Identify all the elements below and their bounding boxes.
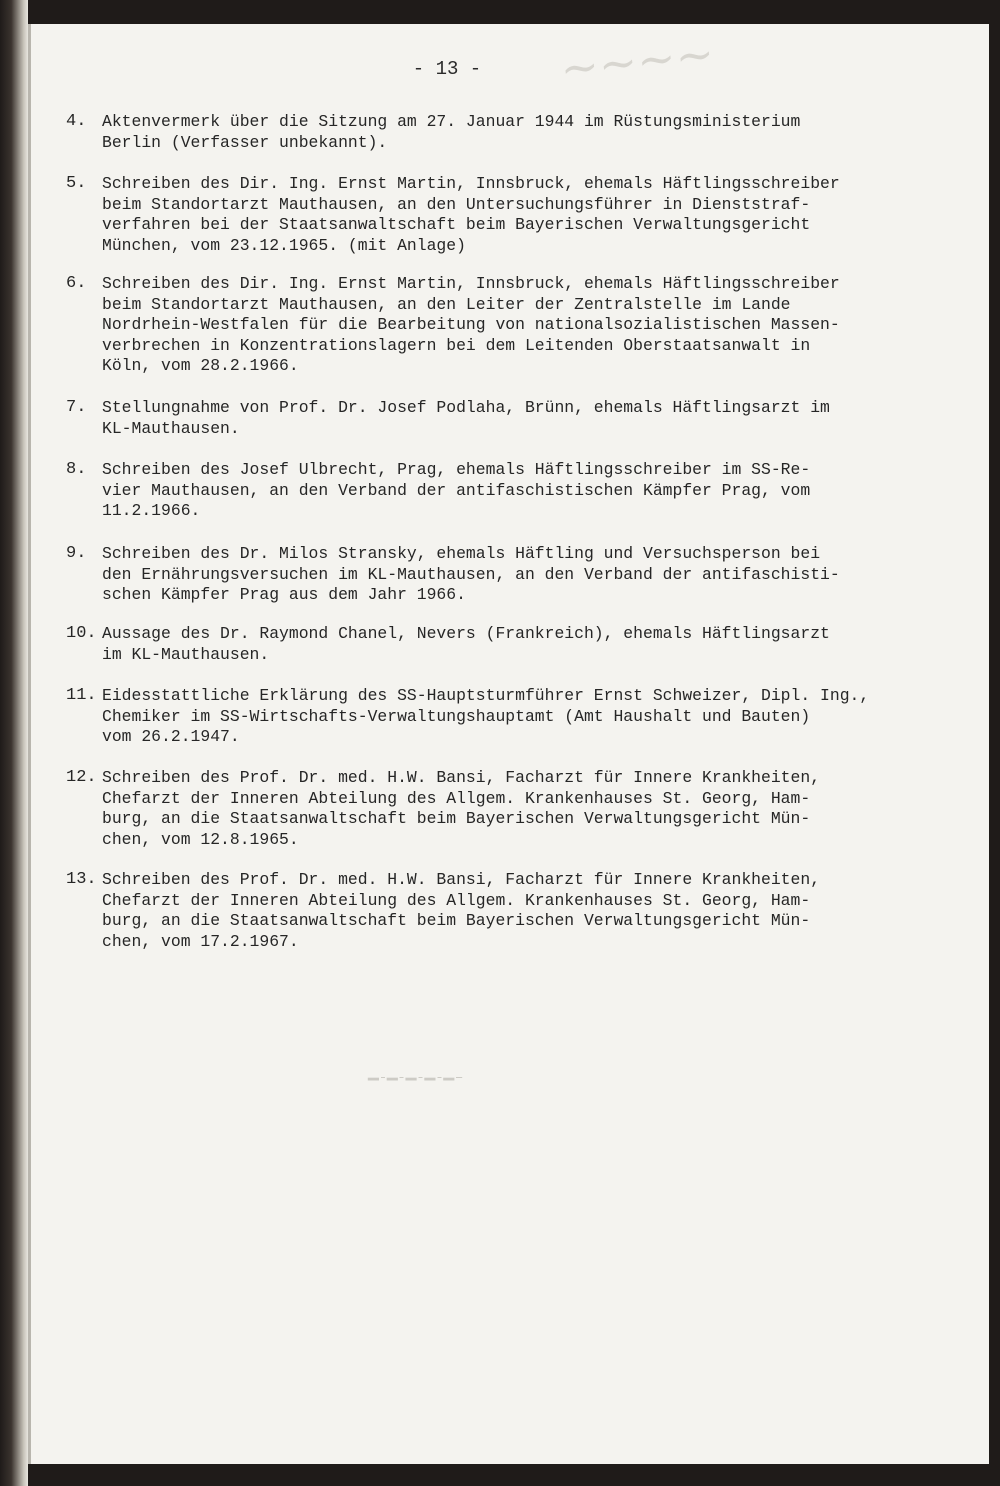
item-line: Schreiben des Dir. Ing. Ernst Martin, Innsbruck, ehemals Häftlingsschreiber — [102, 274, 840, 293]
item-number: 13. — [66, 870, 97, 889]
item-line: Aktenvermerk über die Sitzung am 27. Januar 1944 im Rüstungsministerium — [102, 112, 801, 131]
item-text — [102, 870, 972, 952]
item-number: 4. — [66, 112, 87, 131]
item-line: vom 26.2.1947. — [102, 727, 240, 747]
show-through-handwriting: ~~~~ — [557, 26, 717, 96]
item-line: beim Standortarzt Mauthausen, an den Leiter der Zentralstelle im Lande — [102, 294, 791, 314]
item-line: verfahren bei der Staatsanwaltschaft beim Bayerischen Verwaltungsgericht — [102, 215, 811, 235]
scan-border-top — [28, 0, 1000, 24]
item-text — [102, 768, 972, 850]
item-text — [102, 460, 972, 522]
item-text — [102, 544, 972, 606]
item-text — [102, 274, 972, 377]
item-line: den Ernährungsversuchen im KL-Mauthausen, an den Verband der antifaschisti- — [102, 564, 840, 584]
item-text — [102, 112, 972, 153]
item-line: chen, vom 12.8.1965. — [102, 829, 299, 849]
item-line: chen, vom 17.2.1967. — [102, 931, 299, 951]
item-line: Berlin (Verfasser unbekannt). — [102, 132, 388, 152]
item-number: 7. — [66, 398, 87, 417]
item-line: Aussage des Dr. Raymond Chanel, Nevers (Frankreich), ehemals Häftlingsarzt — [102, 624, 830, 643]
item-text — [102, 398, 972, 439]
item-number: 5. — [66, 174, 87, 193]
item-number: 12. — [66, 768, 97, 787]
item-line: Schreiben des Prof. Dr. med. H.W. Bansi, Facharzt für Innere Krankheiten, — [102, 870, 821, 889]
item-line: Schreiben des Dr. Milos Stransky, ehemals Häftling und Versuchsperson bei — [102, 544, 821, 563]
item-line: Nordrhein-Westfalen für die Bearbeitung von nationalsozialistischen Massen- — [102, 315, 840, 335]
item-number: 8. — [66, 460, 87, 479]
item-line: burg, an die Staatsanwaltschaft beim Bayerischen Verwaltungsgericht Mün- — [102, 911, 811, 931]
item-line: Stellungnahme von Prof. Dr. Josef Podlaha, Brünn, ehemals Häftlingsarzt im — [102, 398, 830, 417]
show-through-heading: ▁▁▁▁▁ — [368, 1062, 463, 1082]
item-line: Chefarzt der Inneren Abteilung des Allgem. Krankenhauses St. Georg, Ham- — [102, 890, 811, 910]
item-line: Eidesstattliche Erklärung des SS-Hauptsturmführer Ernst Schweizer, Dipl. Ing., — [102, 686, 870, 705]
item-number: 10. — [66, 624, 97, 643]
item-line: im KL-Mauthausen. — [102, 644, 270, 664]
item-line: Köln, vom 28.2.1966. — [102, 356, 299, 376]
page-number: - 13 - — [412, 58, 482, 80]
item-line: vier Mauthausen, an den Verband der antifaschistischen Kämpfer Prag, vom — [102, 480, 811, 500]
item-text — [102, 624, 972, 665]
item-line: 11.2.1966. — [102, 501, 201, 521]
item-line: verbrechen in Konzentrationslagern bei dem Leitenden Oberstaatsanwalt in — [102, 335, 811, 355]
scan-border-bottom — [28, 1464, 1000, 1486]
binding-spine — [0, 0, 28, 1486]
item-line: München, vom 23.12.1965. (mit Anlage) — [102, 235, 466, 255]
item-number: 9. — [66, 544, 87, 563]
item-text — [102, 686, 972, 748]
item-text — [102, 174, 972, 256]
item-number: 11. — [66, 686, 97, 705]
item-line: beim Standortarzt Mauthausen, an den Untersuchungsführer in Dienststraf- — [102, 194, 811, 214]
item-line: Chefarzt der Inneren Abteilung des Allgem. Krankenhauses St. Georg, Ham- — [102, 788, 811, 808]
item-number: 6. — [66, 274, 87, 293]
item-line: Schreiben des Prof. Dr. med. H.W. Bansi, Facharzt für Innere Krankheiten, — [102, 768, 821, 787]
item-line: Schreiben des Josef Ulbrecht, Prag, ehemals Häftlingsschreiber im SS-Re- — [102, 460, 811, 479]
item-line: KL-Mauthausen. — [102, 418, 240, 438]
item-line: burg, an die Staatsanwaltschaft beim Bayerischen Verwaltungsgericht Mün- — [102, 809, 811, 829]
item-line: Schreiben des Dir. Ing. Ernst Martin, Innsbruck, ehemals Häftlingsschreiber — [102, 174, 840, 193]
item-line: schen Kämpfer Prag aus dem Jahr 1966. — [102, 585, 466, 605]
item-line: Chemiker im SS-Wirtschafts-Verwaltungshauptamt (Amt Haushalt und Bauten) — [102, 706, 811, 726]
